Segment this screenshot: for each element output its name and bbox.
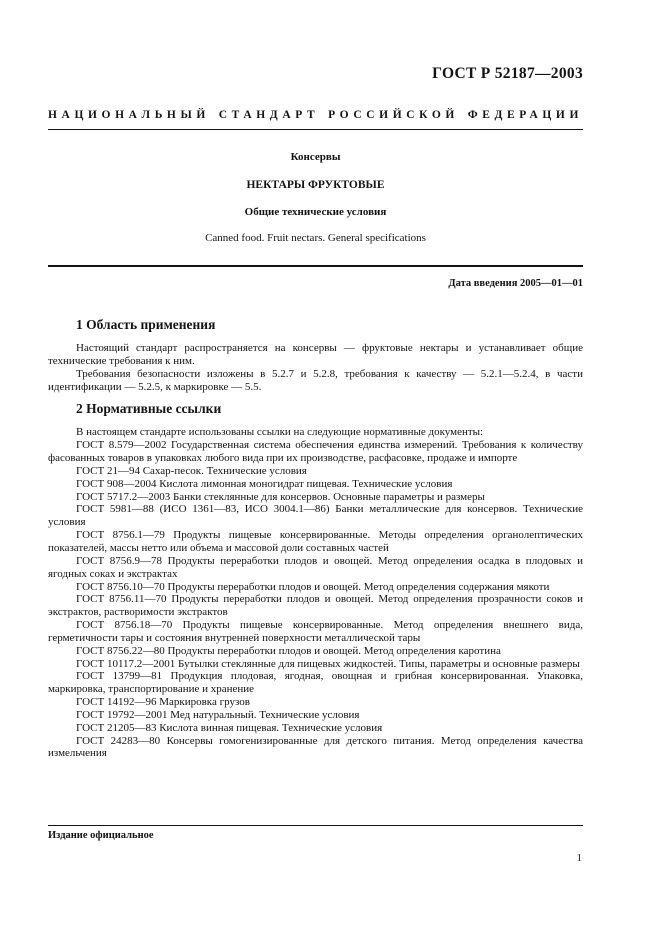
reference-item: ГОСТ 8756.10—70 Продукты переработки плодов и овощей. Метод определения содержания мякоти: [76, 580, 550, 593]
doc-number: ГОСТ Р 52187—2003: [432, 65, 583, 82]
product-category: Консервы: [290, 151, 341, 163]
standard-title: НАЦИОНАЛЬНЫЙ СТАНДАРТ РОССИЙСКОЙ ФЕДЕРАЦИИ: [48, 109, 583, 121]
reference-item: ГОСТ 8756.22—80 Продукты переработки плодов и овощей. Метод определения каротина: [76, 644, 501, 657]
intro-date: Дата введения 2005—01—01: [448, 278, 583, 289]
reference-item: ГОСТ 21205—83 Кислота винная пищевая. Технические условия: [76, 721, 383, 734]
reference-item: ГОСТ 10117.2—2001 Бутылки стеклянные для пищевых жидкостей. Типы, параметры и основные размеры: [76, 657, 580, 670]
top-rule: [48, 129, 583, 130]
product-name: НЕКТАРЫ ФРУКТОВЫЕ: [246, 179, 385, 191]
reference-item: ГОСТ 8756.11—70 Продукты переработки плодов и овощей. Метод определения прозрачности соков и экстрактов, растворимости экстрактов: [48, 593, 583, 619]
reference-item: ГОСТ 14192—96 Маркировка грузов: [76, 696, 250, 709]
reference-item: ГОСТ 13799—81 Продукция плодовая, ягодная, овощная и грибная консервированная. Упаковка, маркировка, транспортирование и хранение: [48, 670, 583, 696]
reference-item: ГОСТ 8.579—2002 Государственная система обеспечения единства измерений. Требования к количеству фасованных товаров в упаковках любого вида при их производстве, расфасовке, продаже и импорте: [48, 439, 583, 465]
english-title: Canned food. Fruit nectars. General specifications: [205, 232, 426, 244]
section-2-heading: 2 Нормативные ссылки: [76, 401, 222, 417]
paragraph: В настоящем стандарте использованы ссылки на следующие нормативные документы:: [76, 426, 484, 439]
reference-item: ГОСТ 19792—2001 Мед натуральный. Технические условия: [76, 708, 360, 721]
reference-item: ГОСТ 908—2004 Кислота лимонная моногидрат пищевая. Технические условия: [76, 477, 453, 490]
page-number: 1: [576, 852, 582, 864]
title-block-rule: [48, 265, 583, 267]
reference-item: ГОСТ 5981—88 (ИСО 1361—83, ИСО 3004.1—86) Банки металлические для консервов. Технические условия: [48, 503, 583, 529]
reference-item: ГОСТ 21—94 Сахар-песок. Технические условия: [76, 464, 307, 477]
document-body: [48, 316, 583, 760]
reference-item: ГОСТ 8756.9—78 Продукты переработки плодов и овощей. Метод определения осадка в плодовых и ягодных соках и экстрактах: [48, 554, 583, 580]
reference-item: ГОСТ 24283—80 Консервы гомогенизированные для детского питания. Метод определения качества измельчения: [48, 734, 583, 760]
footer-rule: [48, 825, 583, 826]
reference-item: ГОСТ 8756.1—79 Продукты пищевые консервированные. Методы определения органолептических показателей, массы нетто или объема и массовой доли составных частей: [48, 529, 583, 554]
reference-item: ГОСТ 8756.18—70 Продукты пищевые консервированные. Метод определения внешнего вида, герметичности тары и состояния внутренней поверхности металлической тары: [48, 619, 583, 644]
paragraph: Настоящий стандарт распространяется на консервы — фруктовые нектары и устанавливает общие технические требования к ним.: [48, 342, 583, 367]
paragraph: Требования безопасности изложены в 5.2.7 и 5.2.8, требования к качеству — 5.2.1—5.2.4, в части идентификации — 5.2.5, к маркировке — 5.5.: [48, 367, 583, 393]
document-subtitle: Общие технические условия: [244, 206, 387, 218]
section-1-heading: 1 Область применения: [76, 317, 216, 332]
reference-item: ГОСТ 5717.2—2003 Банки стеклянные для консервов. Основные параметры и размеры: [76, 490, 485, 503]
official-edition-label: Издание официальное: [48, 830, 154, 841]
